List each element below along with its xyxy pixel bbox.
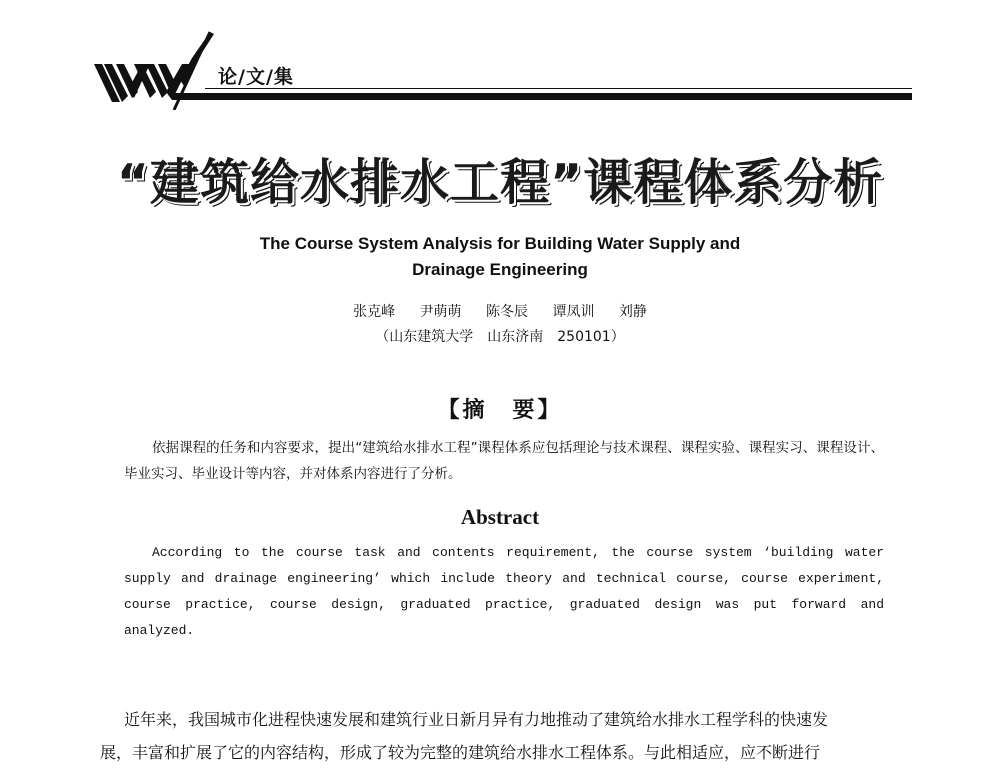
paper-title-english-line1: The Course System Analysis for Building Water Supply and bbox=[259, 234, 741, 253]
paper-title-english-line2: Drainage Engineering bbox=[412, 260, 588, 279]
author-name: 张克峰 bbox=[353, 304, 396, 320]
body-line: 近年来，我国城市化进程快速发展和建筑行业日新月异有力地推动了建筑给水排水工程学科的快速发 bbox=[124, 710, 829, 729]
paper-title-english bbox=[150, 231, 850, 283]
body-paragraph bbox=[100, 703, 914, 769]
series-label: 论/文/集 bbox=[218, 66, 294, 88]
journal-header bbox=[0, 0, 1000, 112]
header-rule-thin bbox=[205, 88, 912, 89]
header-rule-thick bbox=[172, 93, 912, 100]
abstract-en-text: According to the course task and contents requirement, the course system ‘building water supply and drainage engineering’ which include theory and technical course, course experiment, course practice, course design, graduated practice, graduated design was put forward and analyzed. bbox=[124, 545, 884, 638]
author-name: 陈冬辰 bbox=[486, 304, 528, 320]
abstract-cn-text: 依据课程的任务和内容要求，提出“建筑给水排水工程”课程体系应包括理论与技术课程、课程实验、课程实习、课程设计、毕业实习、毕业设计等内容，并对体系内容进行了分析。 bbox=[124, 440, 884, 482]
author-name: 谭凤训 bbox=[552, 304, 595, 320]
author-list bbox=[0, 301, 1000, 321]
abstract-cn-heading: 【摘 要】 bbox=[437, 398, 563, 423]
abstract-en-heading: Abstract bbox=[460, 505, 540, 529]
author-name: 刘静 bbox=[618, 304, 647, 320]
paper-title-chinese: “建筑给水排水工程”课程体系分析 bbox=[116, 154, 884, 211]
author-name: 尹萌萌 bbox=[419, 304, 462, 320]
author-affiliation: （山东建筑大学 山东济南 250101） bbox=[375, 329, 625, 345]
body-line: 展，丰富和扩展了它的内容结构，形成了较为完整的建筑给水排水工程体系。与此相适应，应不断进行 bbox=[100, 743, 821, 762]
